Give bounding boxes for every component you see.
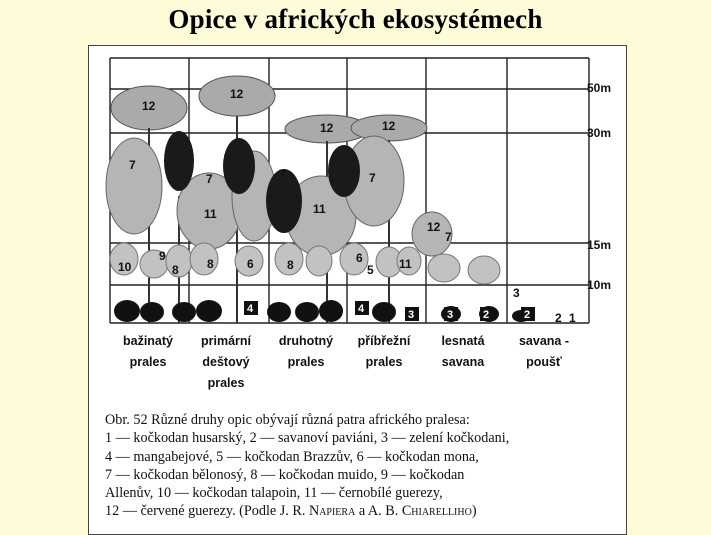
label-7-c: 7	[279, 167, 286, 181]
label-7-b: 7	[206, 172, 213, 186]
label-2-plain: 2	[555, 311, 562, 325]
caption-line-5: Allenův, 10 — kočkodan talapoin, 11 — černobílé guerezy,	[105, 485, 443, 502]
label-3-small: 3	[513, 286, 520, 300]
height-label-50m: 50m	[587, 81, 612, 95]
label-1-plain: 1	[569, 311, 576, 325]
label-9: 9	[159, 249, 166, 263]
label-12-c: 12	[320, 121, 334, 135]
zone-label-riverside-forest: příbřežní prales	[357, 334, 411, 369]
zone-label-secondary-forest: druhotný prales	[278, 334, 334, 369]
label-11-b: 11	[313, 202, 326, 216]
caption-line-1: Obr. 52 Různé druhy opic obývají různá patra afrického pralesa:	[105, 412, 470, 428]
label-12-d: 12	[382, 119, 396, 133]
caption-line-4: 7 — kočkodan bělonosý, 8 — kočkodan muido, 9 — kočkodan	[105, 466, 465, 483]
caption-line-6: 12 — červené guerezy. (Podle J. R. Napiera a A. B. Chiarelliho)	[105, 503, 477, 520]
box-label-2-a: 2	[483, 309, 490, 321]
zone-label-primary-rainforest: primární deštový prales	[200, 334, 251, 390]
box-label-4-a: 4	[247, 303, 254, 315]
label-10: 10	[118, 260, 132, 274]
zone-label-savanna-desert: savana - poušť	[518, 334, 570, 369]
label-7-a: 7	[129, 158, 136, 172]
label-6-a: 6	[247, 257, 254, 271]
label-12-a: 12	[142, 99, 156, 113]
zone-label-wooded-savanna: lesnatá savana	[441, 334, 485, 369]
page-title: Opice v afrických ekosystémech	[168, 4, 543, 34]
label-8-a: 8	[172, 263, 179, 277]
box-label-3-a: 3	[408, 309, 415, 321]
label-6-b: 6	[356, 251, 363, 265]
figure-panel	[88, 45, 627, 535]
caption-line-3: 4 — mangabejové, 5 — kočkodan Brazzův, 6 — kočkodan mona,	[105, 448, 479, 465]
figure-caption	[105, 411, 625, 521]
label-7-e: 7	[445, 230, 452, 244]
height-label-30m: 30m	[587, 126, 612, 140]
ground-shrubs	[114, 300, 530, 322]
box-label-4-b: 4	[358, 303, 365, 315]
box-label-3-b: 3	[447, 309, 454, 321]
label-7-d: 7	[369, 171, 376, 185]
label-12-b: 12	[230, 87, 244, 101]
height-label-10m: 10m	[587, 278, 612, 292]
ecosystem-diagram	[89, 46, 626, 336]
label-11-c: 11	[399, 257, 412, 271]
caption-line-2: 1 — kočkodan husarský, 2 — savanoví paviáni, 3 — zelení kočkodani,	[105, 430, 510, 447]
label-11-a: 11	[204, 207, 217, 221]
label-5: 5	[367, 263, 374, 277]
height-label-15m: 15m	[587, 238, 612, 252]
label-8-b: 8	[207, 257, 214, 271]
zone-label-swamp: bažinatý prales	[122, 334, 173, 369]
label-8-c: 8	[287, 258, 294, 272]
box-label-2-b: 2	[524, 309, 531, 321]
label-12-e: 12	[427, 220, 441, 234]
